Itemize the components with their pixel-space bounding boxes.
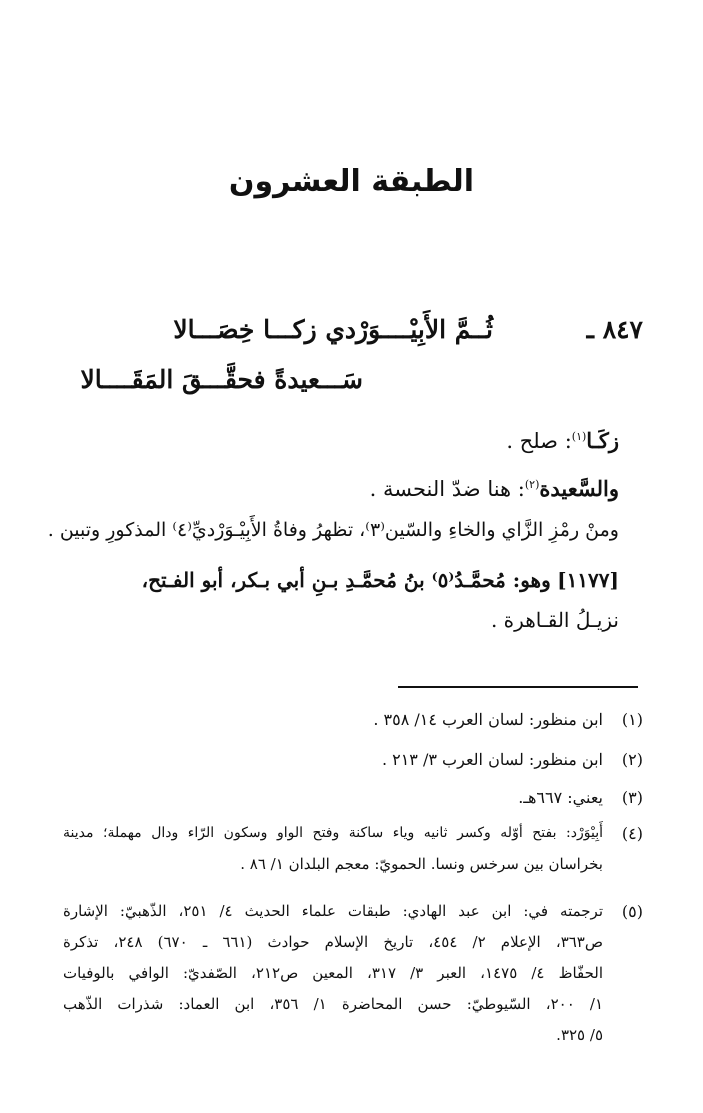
footnote-line: ابن منظور: لسان العرب ٣/ ٢١٣ . xyxy=(381,750,603,769)
footnote-4 xyxy=(63,818,643,880)
verse-hemistich-2: سَـــعيدةً فحقَّـــقَ المَقَــــالا xyxy=(80,365,363,394)
entry-text: وهو: مُحمَّـدُ⁽٥⁾ بنُ مُحمَّـدِ بـنِ أبي بـكر، أبو الفـتح، xyxy=(141,568,551,592)
footnote-line: ص٣٦٣، الإعلام ٢/ ٤٥٤، تاريخ الإسلام حوادث (٦٦١ ـ ٦٧٠) ٢٤٨، تذكرة xyxy=(63,933,603,951)
gloss-text: : هنا ضدّ النحسة . xyxy=(369,477,525,501)
footnote-2 xyxy=(63,744,643,775)
body-line-1: ومنْ رمْزِ الزَّاي والخاءِ والسّين⁽٣⁾، تظهرُ وفاةُ الأَبِيْـوَرْديِّ⁽٤⁾ المذكورِ وتبين . xyxy=(47,519,619,541)
footnote-line: أَبِيْوَرْد: بفتح أوّله وكسر ثانيه وياء ساكنة وفتح الواو وسكون الرّاء ودال مهملة؛ مدينة xyxy=(63,825,603,841)
verse-number: ٨٤٧ ـ xyxy=(586,315,643,344)
gloss-text: : صلح . xyxy=(506,429,572,453)
body-line-2 xyxy=(59,562,619,598)
footnote-3 xyxy=(63,782,643,813)
verse-hemistich-1: ثُــمَّ الأَبِيْــــوَرْدي زكـــا خِصَـــالا xyxy=(173,315,493,344)
footnote-line: ٥/ ٣٢٥. xyxy=(556,1026,603,1044)
entry-id: [١١٧٧] xyxy=(557,568,619,592)
footnote-number: (٥) xyxy=(621,902,643,921)
page-title: الطبقة العشرون xyxy=(228,164,475,199)
footnote-line: ١/ ٢٠٠، السّيوطيّ: حسن المحاضرة ١/ ٣٥٦، ابن العماد: شذرات الذّهب xyxy=(63,995,603,1013)
footnote-5 xyxy=(63,896,643,1051)
footnote-number: (٣) xyxy=(621,788,643,807)
gloss-term: والسَّعيدة xyxy=(539,476,619,501)
footnote-line: ترجمته في: ابن عبد الهادي: طبقات علماء الحديث ٤/ ٢٥١، الذّهبيّ: الإشارة xyxy=(63,902,603,920)
footnote-ref: (١) xyxy=(571,430,587,443)
footnote-line: ابن منظور: لسان العرب ١٤/ ٣٥٨ . xyxy=(373,710,603,729)
footnote-ref: (٢) xyxy=(524,478,540,491)
footnote-line: يعني: ٦٦٧هـ. xyxy=(518,788,603,807)
gloss-term: زكَـا xyxy=(586,428,619,453)
footnote-line: الحفّاظ ٤/ ١٤٧٥، العبر ٣/ ٣١٧، المعين ص٢١٢، الصّفديّ: الوافي بالوفيات xyxy=(63,964,604,982)
gloss-saida xyxy=(59,466,619,508)
verse-line-1 xyxy=(123,310,643,350)
footnote-number: (٢) xyxy=(621,750,643,769)
body-line-3: نزيـلُ القـاهرة . xyxy=(490,608,619,632)
footnote-number: (٤) xyxy=(621,824,643,843)
gloss-zaka xyxy=(59,418,619,460)
footnote-divider xyxy=(398,686,638,688)
footnote-1 xyxy=(63,704,643,735)
footnote-number: (١) xyxy=(621,710,643,729)
footnote-line: بخراسان بين سرخس ونسا. الحمويّ: معجم البلدان ١/ ٨٦ . xyxy=(240,855,603,873)
